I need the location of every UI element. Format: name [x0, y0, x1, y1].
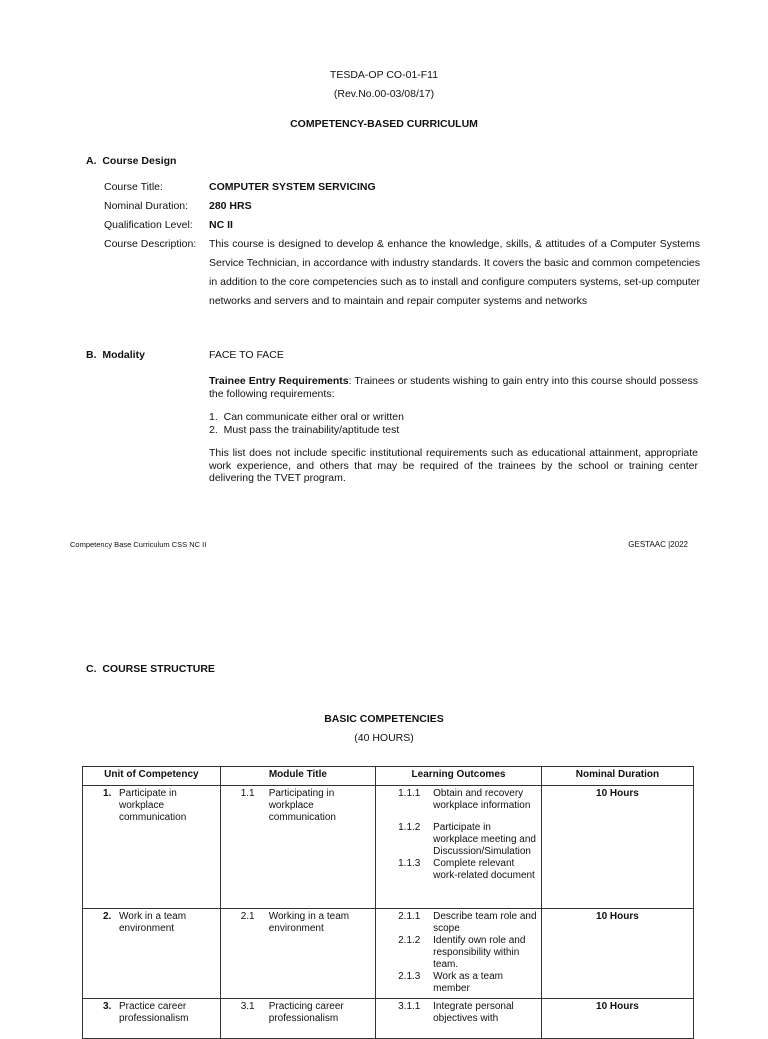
document-title: COMPETENCY-BASED CURRICULUM: [290, 118, 478, 130]
section-b-letter: B.: [86, 349, 97, 361]
outcome-text: Identify own role and responsibility within team.: [433, 935, 526, 970]
module-cell: [220, 786, 375, 909]
module-title: Working in a team environment: [268, 911, 350, 934]
unit-cell: [83, 909, 221, 999]
requirement-number: 1.: [209, 411, 218, 423]
learning-outcome: [380, 1001, 537, 1025]
column-header: Unit of Competency: [83, 767, 221, 786]
outcome-text: Work as a team member: [433, 971, 503, 994]
unit-title: Practice career professionalism: [119, 1001, 189, 1024]
column-header: Nominal Duration: [541, 767, 693, 786]
course-structure-table: [82, 766, 694, 1039]
nominal-duration-value: 280 HRS: [209, 200, 252, 212]
entry-requirements-label: Trainee Entry Requirements: [209, 375, 349, 387]
footer-right: GESTAAC |2022: [628, 540, 688, 549]
outcome-number: 2.1.2: [398, 935, 421, 946]
learning-outcome: [380, 788, 537, 812]
learning-outcome: [380, 935, 537, 971]
outcome-text: Describe team role and scope: [433, 911, 537, 934]
course-description-label: Course Description:: [104, 238, 197, 250]
outcome-number: 1.1.2: [398, 822, 421, 833]
requirement-text: Must pass the trainability/aptitude test: [223, 423, 400, 436]
outcome-number: 3.1.1: [398, 1001, 421, 1012]
unit-number: 2.: [103, 911, 112, 922]
qualification-level-value: NC II: [209, 219, 233, 231]
learning-outcome: [380, 911, 537, 935]
entry-requirements-paragraph: [209, 375, 698, 400]
section-a-heading: [86, 155, 176, 167]
nominal-duration-label: Nominal Duration:: [104, 200, 189, 212]
unit-title: Work in a team environment: [119, 911, 187, 934]
course-description-value: This course is designed to develop & enhance the knowledge, skills, & attitudes of a Computer Systems Service Technician, in accordance with industry standards. It covers the basic and common competencies in addition to the core competencies such as to install and configure computers systems, set-up computer networks and servers and to maintain and repair computer systems and networks: [209, 238, 700, 307]
unit-title: Participate in workplace communication: [119, 788, 187, 823]
modality-value: FACE TO FACE: [209, 349, 284, 361]
basic-competencies-heading: BASIC COMPETENCIES: [324, 713, 444, 725]
module-cell: [220, 909, 375, 999]
module-number: 2.1: [240, 911, 255, 922]
module-title: Participating in workplace communication: [268, 788, 336, 823]
course-design-table: [104, 178, 700, 311]
section-c-title: COURSE STRUCTURE: [102, 663, 215, 675]
learning-outcome: [380, 858, 537, 882]
section-b-title: Modality: [102, 349, 145, 361]
module-cell: [220, 999, 375, 1039]
outcome-number: 2.1.1: [398, 911, 421, 922]
requirement-number: 2.: [209, 423, 218, 436]
section-b-heading: [86, 349, 145, 361]
entry-requirements-text: : Trainees or students wishing to gain entry into this course should possess the following requirements:: [209, 375, 698, 400]
outcomes-cell: [376, 999, 542, 1039]
outcome-text: Participate in workplace meeting and Discussion/Simulation: [433, 822, 536, 857]
learning-outcome: [380, 971, 537, 995]
section-a-letter: A.: [86, 155, 97, 167]
requirement-text: Can communicate either oral or written: [223, 411, 404, 423]
module-number: 1.1: [240, 788, 255, 799]
unit-cell: [83, 999, 221, 1039]
outcome-text: Complete relevant work-related document: [433, 858, 535, 881]
outcomes-cell: [376, 786, 542, 909]
duration-cell: 10 Hours: [541, 786, 693, 909]
requirements-note: This list does not include specific institutional requirements such as educational attainment, appropriate work experience, and others that may be required of the trainees by the school or training center delivering the TVET program.: [209, 447, 698, 484]
requirement-item: [209, 424, 404, 437]
column-header: Module Title: [220, 767, 375, 786]
table-row: [83, 786, 694, 909]
learning-outcome: [380, 822, 537, 858]
table-row: [83, 909, 694, 999]
course-title-value: COMPUTER SYSTEM SERVICING: [209, 181, 376, 193]
nominal-duration-row: [104, 197, 700, 216]
requirements-list: [209, 411, 404, 436]
table-header-row: [83, 767, 694, 786]
section-a-title: Course Design: [102, 155, 177, 167]
duration-cell: 10 Hours: [541, 909, 693, 999]
course-title-row: [104, 178, 700, 197]
unit-cell: [83, 786, 221, 909]
table-row: [83, 999, 694, 1039]
requirement-item: [209, 411, 404, 424]
course-description-row: [104, 235, 700, 311]
outcome-number: 2.1.3: [398, 971, 421, 982]
basic-competencies-hours: (40 HOURS): [354, 732, 414, 744]
module-number: 3.1: [240, 1001, 255, 1012]
outcome-number: 1.1.1: [398, 788, 421, 799]
section-c-letter: C.: [86, 663, 97, 675]
outcome-number: 1.1.3: [398, 858, 421, 869]
unit-number: 1.: [103, 788, 112, 799]
duration-cell: 10 Hours: [541, 999, 693, 1039]
outcomes-cell: [376, 909, 542, 999]
footer-left: Competency Base Curriculum CSS NC II: [70, 540, 207, 549]
column-header: Learning Outcomes: [376, 767, 542, 786]
outcome-text: Integrate personal objectives with: [433, 1001, 514, 1024]
module-title: Practicing career professionalism: [268, 1001, 344, 1024]
course-title-label: Course Title:: [104, 181, 163, 193]
revision-number: (Rev.No.00-03/08/17): [333, 88, 435, 100]
qualification-level-row: [104, 216, 700, 235]
qualification-level-label: Qualification Level:: [104, 219, 193, 231]
unit-number: 3.: [103, 1001, 112, 1012]
section-c-heading: [86, 663, 215, 675]
form-code: TESDA-OP CO-01-F11: [329, 69, 439, 81]
outcome-text: Obtain and recovery workplace information: [433, 788, 531, 811]
